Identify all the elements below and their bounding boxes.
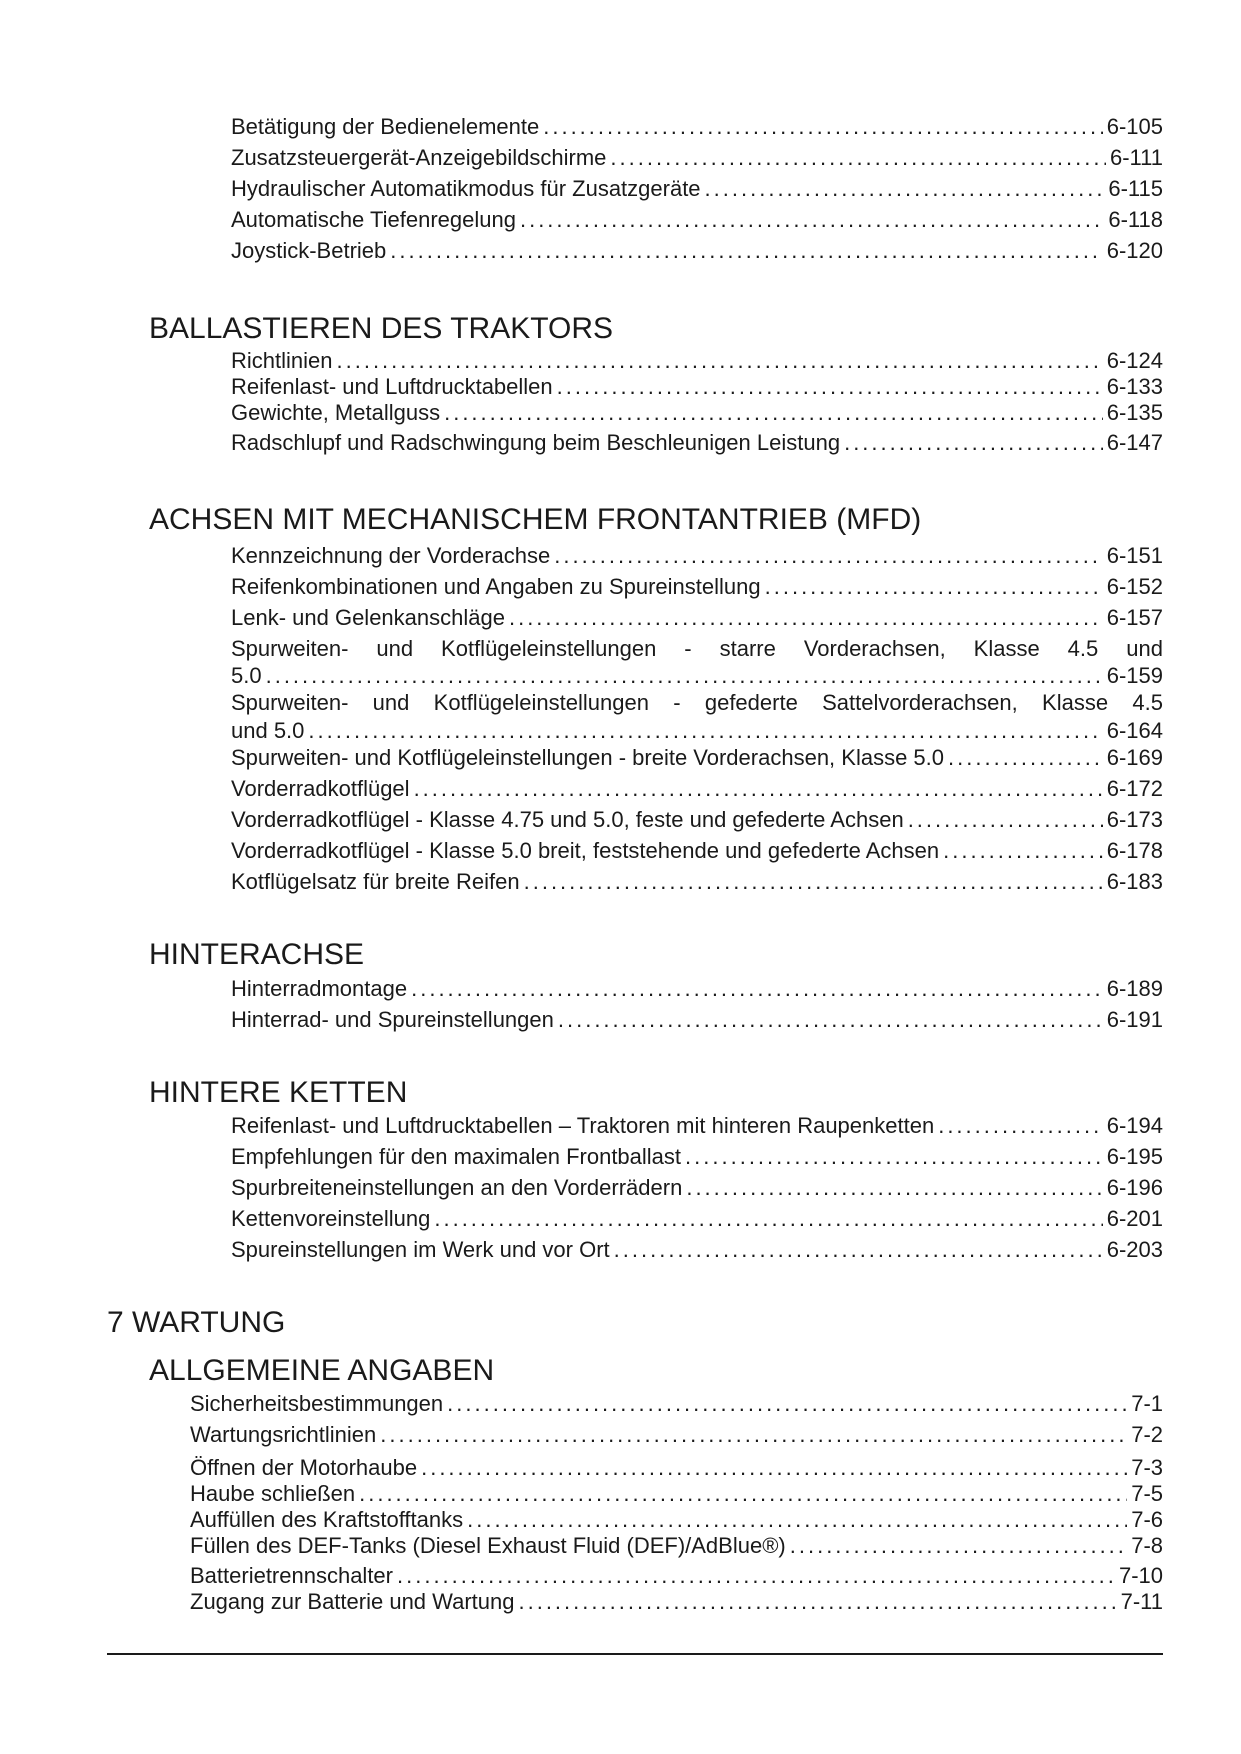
toc-entry-page: 6-183 [1106, 869, 1163, 894]
toc-entry[interactable] [231, 430, 1163, 458]
toc-entry-page: 7-3 [1131, 1455, 1163, 1480]
toc-leader-dots [397, 1563, 1115, 1589]
toc-leader-dots [554, 543, 1102, 569]
toc-entry[interactable] [231, 838, 1163, 866]
toc-entry-title: Wartungsrichtlinien [190, 1422, 377, 1447]
toc-leader-dots [943, 838, 1103, 864]
toc-word: starre [719, 636, 776, 661]
toc-entry-title: Hinterradmontage [231, 976, 408, 1001]
toc-entry[interactable] [231, 400, 1163, 428]
toc-entry-title: Haube schließen [190, 1481, 356, 1506]
toc-entry-title: Spureinstellungen im Werk und vor Ort [231, 1237, 610, 1262]
toc-entry-page: 7-10 [1118, 1563, 1163, 1588]
toc-entry[interactable] [231, 1113, 1163, 1141]
toc-entry-page: 7-11 [1120, 1589, 1163, 1614]
toc-entry-page: 6-173 [1106, 807, 1163, 832]
toc-leader-dots [266, 663, 1103, 689]
toc-entry[interactable] [231, 745, 1163, 773]
toc-entry-page: 6-169 [1106, 745, 1163, 770]
toc-word: Klasse [1042, 690, 1109, 715]
toc-leader-dots [390, 238, 1102, 264]
toc-entry-title: Batterietrennschalter [190, 1563, 393, 1588]
toc-entry[interactable] [231, 1175, 1163, 1203]
toc-entry[interactable] [231, 176, 1163, 204]
toc-word: Kotflügeleinstellungen [441, 636, 657, 661]
toc-entry[interactable] [231, 869, 1163, 897]
toc-entry-page: 6-159 [1106, 663, 1163, 688]
toc-entry[interactable] [231, 207, 1163, 235]
toc-leader-dots [414, 776, 1103, 802]
toc-leader-dots [844, 430, 1103, 456]
toc-leader-dots [467, 1507, 1127, 1533]
toc-entry-page: 6-157 [1106, 605, 1163, 630]
toc-entry[interactable] [231, 976, 1163, 1004]
toc-entry-page: 6-195 [1106, 1144, 1163, 1169]
toc-entry-page: 6-151 [1106, 543, 1163, 568]
toc-entry[interactable] [190, 1563, 1163, 1591]
toc-word: Sattelvorderachsen, [822, 690, 1018, 715]
toc-entry-title: Zusatzsteuergerät-Anzeigebildschirme [231, 145, 607, 170]
toc-word: und [1126, 636, 1163, 661]
toc-word: 4.5 [1132, 690, 1163, 715]
toc-leader-dots [380, 1422, 1127, 1448]
toc-word: Spurweiten- [231, 690, 349, 715]
toc-entry-page: 6-178 [1106, 838, 1163, 863]
toc-entry-page: 6-135 [1106, 400, 1163, 425]
toc-entry-title: Öffnen der Motorhaube [190, 1455, 418, 1480]
toc-leader-dots [520, 207, 1104, 233]
toc-entry-title: Spurweiten- und Kotflügeleinstellungen - breite Vorderachsen, Klasse 5.0 [231, 745, 945, 770]
toc-entry-title: Reifenlast- und Luftdrucktabellen – Traktoren mit hinteren Raupenketten [231, 1113, 935, 1138]
toc-word: - [673, 690, 681, 715]
toc-entry-title: Sicherheitsbestimmungen [190, 1391, 444, 1416]
toc-entry-title: Reifenlast- und Luftdrucktabellen [231, 374, 553, 399]
toc-leader-dots [524, 869, 1103, 895]
toc-word: Kotflügeleinstellungen [433, 690, 649, 715]
toc-leader-dots [614, 1237, 1103, 1263]
toc-entry-page: 7-8 [1131, 1533, 1163, 1558]
toc-entry-title: Zugang zur Batterie und Wartung [190, 1589, 515, 1614]
toc-leader-dots [308, 718, 1102, 744]
toc-entry[interactable] [190, 1481, 1163, 1509]
toc-leader-dots [444, 400, 1103, 426]
toc-entry[interactable] [190, 1455, 1163, 1483]
toc-entry-wrapped-second-line[interactable] [231, 718, 1163, 746]
toc-entry-wrapped-first-line[interactable] [231, 690, 1163, 716]
toc-entry-page: 6-194 [1106, 1113, 1163, 1138]
toc-entry-title: Joystick-Betrieb [231, 238, 387, 263]
toc-entry-title: Reifenkombinationen und Angaben zu Spureinstellung [231, 574, 761, 599]
footer-divider [107, 1653, 1163, 1655]
toc-entry[interactable] [231, 238, 1163, 266]
toc-leader-dots [610, 145, 1106, 171]
toc-entry[interactable] [231, 605, 1163, 633]
toc-entry[interactable] [231, 776, 1163, 804]
toc-entry-title: Füllen des DEF-Tanks (Diesel Exhaust Fluid (DEF)/AdBlue®) [190, 1533, 786, 1558]
toc-entry[interactable] [190, 1507, 1163, 1535]
toc-leader-dots [337, 348, 1103, 374]
section-heading-general: ALLGEMEINE ANGABEN [149, 1354, 495, 1387]
toc-entry[interactable] [231, 807, 1163, 835]
toc-entry-page: 6-133 [1106, 374, 1163, 399]
toc-leader-dots [411, 976, 1103, 1002]
toc-entry[interactable] [190, 1422, 1163, 1450]
toc-entry-title: Auffüllen des Kraftstofftanks [190, 1507, 464, 1532]
toc-leader-dots [948, 745, 1103, 771]
toc-leader-dots [359, 1481, 1127, 1507]
toc-word: Vorderachsen, [803, 636, 946, 661]
toc-leader-dots [790, 1533, 1127, 1559]
toc-leader-dots [557, 374, 1103, 400]
toc-entry-title: Automatische Tiefenregelung [231, 207, 516, 232]
toc-entry[interactable] [231, 543, 1163, 571]
toc-entry-page: 6-196 [1106, 1175, 1163, 1200]
toc-entry-title: 5.0 [231, 663, 262, 688]
toc-word: 4.5 [1067, 636, 1099, 661]
toc-entry-title: Betätigung der Bedienelemente [231, 114, 540, 139]
toc-entry-title: Spurbreiteneinstellungen an den Vorderrädern [231, 1175, 683, 1200]
toc-entry-wrapped-first-line[interactable] [231, 636, 1163, 662]
toc-entry-title: Kettenvoreinstellung [231, 1206, 431, 1231]
toc-entry-page: 6-191 [1106, 1007, 1163, 1032]
toc-entry[interactable] [231, 1144, 1163, 1172]
toc-word: und [376, 636, 414, 661]
toc-entry-title: Vorderradkotflügel [231, 776, 410, 801]
toc-entry-title: Lenk- und Gelenkanschläge [231, 605, 505, 630]
toc-entry[interactable] [231, 348, 1163, 376]
toc-leader-dots [685, 1144, 1103, 1170]
toc-leader-dots [938, 1113, 1103, 1139]
toc-entry-page: 6-120 [1106, 238, 1163, 263]
toc-leader-dots [558, 1007, 1103, 1033]
toc-entry[interactable] [231, 145, 1163, 173]
toc-leader-dots [686, 1175, 1102, 1201]
toc-entry-title: Hydraulischer Automatikmodus für Zusatzgeräte [231, 176, 701, 201]
toc-entry-title: Vorderradkotflügel - Klasse 4.75 und 5.0, feste und gefederte Achsen [231, 807, 904, 832]
section-heading-rear-tracks: HINTERE KETTEN [149, 1076, 408, 1109]
toc-entry[interactable] [231, 1007, 1163, 1035]
toc-entry[interactable] [231, 114, 1163, 142]
toc-entry-title: Hinterrad- und Spureinstellungen [231, 1007, 554, 1032]
toc-entry-title: Vorderradkotflügel - Klasse 5.0 breit, feststehende und gefederte Achsen [231, 838, 940, 863]
toc-entry-page: 6-189 [1106, 976, 1163, 1001]
toc-entry-page: 6-147 [1106, 430, 1163, 455]
toc-entry[interactable] [231, 574, 1163, 602]
toc-entry-page: 6-115 [1108, 176, 1163, 201]
toc-entry-page: 6-111 [1109, 145, 1163, 170]
toc-entry-page: 6-164 [1106, 718, 1163, 743]
toc-leader-dots [509, 605, 1103, 631]
toc-entry-page: 6-201 [1106, 1206, 1163, 1231]
toc-word: - [684, 636, 692, 661]
toc-entry-title: und 5.0 [231, 718, 305, 743]
toc-entry-page: 6-152 [1106, 574, 1163, 599]
toc-entry-page: 6-124 [1106, 348, 1163, 373]
toc-entry-page: 7-5 [1131, 1481, 1163, 1506]
toc-entry-title: Kotflügelsatz für breite Reifen [231, 869, 520, 894]
toc-entry-title: Gewichte, Metallguss [231, 400, 441, 425]
toc-entry[interactable] [190, 1391, 1163, 1419]
toc-entry-page: 7-2 [1131, 1422, 1163, 1447]
toc-entry[interactable] [231, 1237, 1163, 1265]
toc-entry-wrapped-second-line[interactable] [231, 663, 1163, 691]
toc-leader-dots [705, 176, 1105, 202]
toc-leader-dots [447, 1391, 1127, 1417]
toc-word: gefederte [704, 690, 798, 715]
toc-leader-dots [543, 114, 1102, 140]
section-heading-mfd: ACHSEN MIT MECHANISCHEM FRONTANTRIEB (MFD) [149, 503, 922, 536]
toc-word: Klasse [973, 636, 1040, 661]
toc-entry-title: Richtlinien [231, 348, 333, 373]
toc-leader-dots [421, 1455, 1127, 1481]
toc-entry-page: 6-172 [1106, 776, 1163, 801]
toc-entry-page: 6-118 [1108, 207, 1163, 232]
toc-leader-dots [908, 807, 1103, 833]
toc-entry[interactable] [231, 374, 1163, 402]
toc-word: Spurweiten- [231, 636, 349, 661]
toc-entry-page: 7-1 [1131, 1391, 1163, 1416]
toc-entry-title: Radschlupf und Radschwingung beim Beschleunigen Leistung [231, 430, 841, 455]
toc-entry[interactable] [231, 1206, 1163, 1234]
chapter-heading: 7 WARTUNG [107, 1306, 286, 1339]
toc-word: und [372, 690, 410, 715]
toc-entry-page: 6-203 [1106, 1237, 1163, 1262]
toc-entry-page: 6-105 [1106, 114, 1163, 139]
toc-entry-title: Kennzeichnung der Vorderachse [231, 543, 551, 568]
toc-leader-dots [765, 574, 1103, 600]
toc-leader-dots [434, 1206, 1102, 1232]
toc-entry[interactable] [190, 1533, 1163, 1561]
section-heading-ballast: BALLASTIEREN DES TRAKTORS [149, 312, 614, 345]
section-heading-rear-axle: HINTERACHSE [149, 938, 365, 971]
toc-leader-dots [518, 1589, 1116, 1615]
toc-entry[interactable] [190, 1589, 1163, 1617]
toc-entry-title: Empfehlungen für den maximalen Frontballast [231, 1144, 682, 1169]
toc-entry-page: 7-6 [1131, 1507, 1163, 1532]
